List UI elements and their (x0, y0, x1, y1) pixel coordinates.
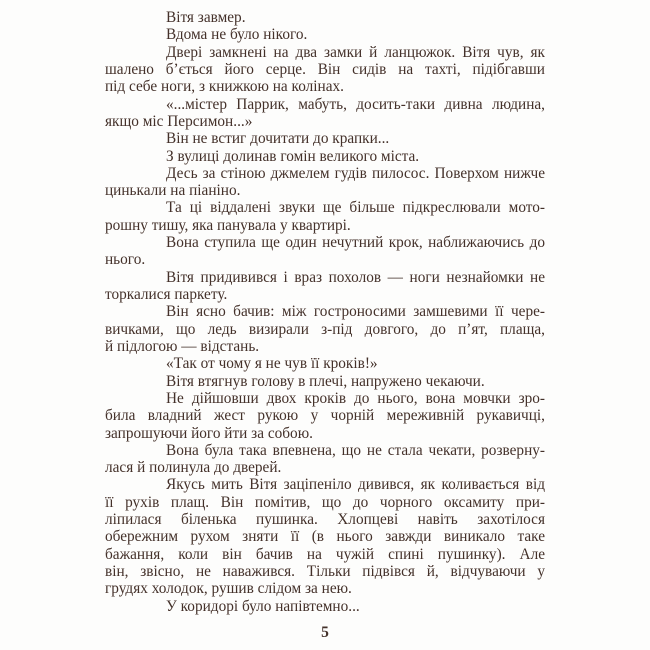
text-line: цинькали на піаніно. (105, 182, 241, 200)
text-line: Якусь мить Вітя заціпеніло дивився, як коливається від (166, 476, 545, 494)
paragraph (105, 476, 545, 597)
paragraph (105, 44, 545, 96)
text-line: обережним рухом зняти її (в нього завжди виникало таке (105, 528, 545, 546)
text-line: якщо міс Персимон...» (105, 112, 253, 130)
paragraph (105, 442, 545, 477)
text-line: торкалися паркету. (105, 286, 228, 303)
paragraph (105, 96, 545, 131)
text-line: Він ясно бачив: між гостроносими замшевими її чере- (166, 303, 545, 321)
paragraph (105, 148, 545, 165)
text-line: він, звісно, не наважився. Тільки підвівся й, відчуваючи у (105, 563, 545, 580)
text-line: шалено б’ється його серце. Він сидів на тахті, підібгавши (105, 60, 545, 78)
text-line: грудях холодок, рушив слідом за нею. (105, 580, 352, 598)
text-line: «...містер Паррик, мабуть, досить-таки дивна людина, (166, 95, 545, 113)
text-line: З вулиці долинав гомін великого міста. (166, 147, 420, 165)
text-line: лася й полинула до дверей. (105, 459, 282, 477)
text-line: рошну тишу, яка панувала у квартирі. (105, 216, 351, 234)
text-line: Не дійшовши двох кроків до нього, вона мовчки зро- (166, 389, 545, 407)
text-line: Та ці віддалені звуки ще більше підкреслювали мото- (166, 199, 545, 217)
text-line: У коридорі було напівтемно... (166, 597, 360, 615)
text-line: Вітя завмер. (166, 9, 246, 26)
text-line: її рухів плащ. Він помітив, що до чорного оксамиту при- (105, 493, 545, 511)
text-line: під себе ноги, з книжкою на колінах. (105, 78, 344, 96)
text-line: ліпилася біленька пушинка. Хлопцеві навіть захотілося (105, 511, 545, 529)
paragraph (105, 9, 545, 26)
text-line: Вона ступила ще один нечутний крок, наближаючись до (166, 234, 545, 252)
paragraph (105, 269, 545, 304)
paragraph (105, 130, 545, 147)
paragraph (105, 598, 545, 615)
text-line: й підлогою — відстань. (105, 337, 260, 355)
text-line: Він не встиг дочитати до крапки... (166, 130, 390, 148)
text-line: «Так от чому я не чув її кроків!» (166, 355, 378, 373)
text-line: запрошуючи його йти за собою. (105, 424, 313, 442)
body-text (105, 9, 545, 615)
paragraph (105, 303, 545, 355)
text-line: Десь за стіною джмелем гудів пилосос. Поверхом нижче (166, 164, 545, 182)
paragraph (105, 390, 545, 442)
text-line: Вітя придивився і враз похолов — ноги незнайомки не (166, 268, 545, 286)
text-line: нього. (105, 251, 146, 269)
text-line: бажання, коли він бачив на чужій спині пушинку). Але (105, 545, 545, 563)
text-line: Вдома не було нікого. (166, 26, 308, 44)
paragraph (105, 26, 545, 43)
page-number: 5 (321, 624, 329, 641)
paragraph (105, 355, 545, 372)
text-line: била владний жест рукою у чорній мереживній рукавичці, (105, 407, 545, 425)
paragraph (105, 373, 545, 390)
paragraph (105, 199, 545, 234)
text-line: Двері замкнені на два замки й ланцюжок. Вітя чув, як (166, 43, 545, 61)
paragraph (105, 234, 545, 269)
text-line: вичками, що ледь визирали з-під довгого, до п’ят, плаща, (105, 320, 545, 338)
text-line: Вітя втягнув голову в плечі, напружено чекаючи. (166, 372, 485, 390)
paragraph (105, 165, 545, 200)
text-line: Вона була така впевнена, що не стала чекати, розверну- (166, 441, 545, 459)
